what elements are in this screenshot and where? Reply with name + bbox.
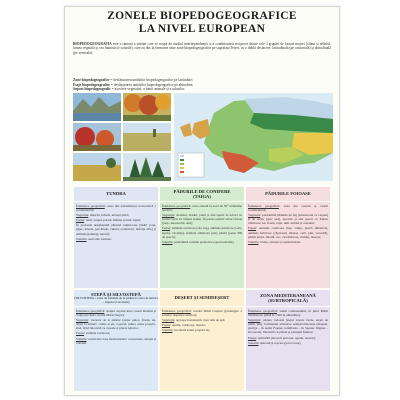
paragraph-text: : renii, vulpea polară, bufnița polară, lupul; [84,218,141,223]
definition-label: Zone biopedogeografice [73,78,110,82]
photo-conifer-forest [123,153,171,181]
zone-paragraph [76,213,156,217]
zone-paragraph [76,204,156,212]
paragraph-text: : sunt slab formate. [86,236,112,241]
zone-column-desert [160,307,244,391]
paragraph-label: Fauna [248,226,257,231]
paragraph-text: : maronii și roșcate (terra rossa). [258,340,302,345]
zone-paragraph [248,318,328,334]
paragraph-label: Întinderea geografică [248,309,277,313]
definition-text: = desfășurarea unităților biopedogeografice pe latitudine; [109,78,193,82]
paragraph-label: Solurile [248,239,259,244]
zone-paragraph [76,337,156,345]
zone-paragraph [162,328,242,332]
paragraph-text: : spațiul cuprins între cursul Dunării și Volga (inclusiv nordul Mării Negre); [76,309,156,318]
paragraph-label: Solurile [76,236,87,241]
paragraph-label: Fauna [162,226,171,231]
paragraph-label: Vegetația [162,213,175,218]
photo-autumn-forest [123,93,171,121]
zone-paragraph [162,309,242,317]
definition-label: Etaje biopedogeografice [73,82,111,87]
zone-paragraph [162,204,242,212]
europe-zones-map [174,93,333,181]
definitions-list [73,78,273,92]
title-line-1: ZONELE BIOPEDOGEOGRAFICE [107,10,297,22]
zone-paragraph [76,218,156,222]
definition-text: = desfășurarea unităților biopedogeografice pe altitudine; [110,82,194,87]
paragraph-label: Vegetația [76,213,89,218]
paragraph-text: : animale rozătoare; [84,331,111,336]
definition-text: = asociere vegetației, a lumii animale și a solurilor. [110,87,186,92]
paragraph-label: Întinderea geografică [162,309,191,313]
zone-paragraph [162,213,242,225]
zone-column-deciduous [246,202,330,288]
paragraph-label: Solurile [162,328,173,333]
zone-header-desert: DEȘERT ȘI SEMIDEȘERT [160,290,244,306]
zone-paragraph [248,336,328,340]
title-line-2: LA NIVEL EUROPEAN [138,23,266,35]
paragraph-label: Fauna [248,335,257,340]
paragraph-label: Solurile [248,340,259,345]
paragraph-text: : zona situată la nord de 50° latitudine nordică; [162,204,242,213]
zone-paragraph [76,309,156,317]
landscape-photos [73,93,171,180]
zone-column-mediterranean [246,307,330,391]
poster [64,6,340,396]
paragraph-text: : predomină solurile podzolice (spodosolurile). [172,239,235,244]
paragraph-label: Vegetația [162,318,175,323]
zone-paragraph [76,223,156,235]
paragraph-label: Solurile [162,239,173,244]
zone-header-deciduous: PĂDURILE FOIOASE [246,187,330,201]
zone-paragraph [248,226,328,238]
zone-column-taiga [160,202,244,288]
paragraph-label: Fauna [76,331,85,336]
zone-columns-top [73,202,331,288]
zone-paragraph [162,318,242,322]
intro-term: BIOPEDOGEOGRAFIA [73,42,112,46]
zone-paragraph [248,213,328,225]
photo-grassland [73,153,121,181]
zone-headers-top [73,187,331,201]
paragraph-label: Solurile [76,336,87,341]
photo-mountain-lake [73,93,121,121]
zone-paragraph [76,318,156,330]
zone-column-steppe [74,307,158,391]
zone-paragraph [76,331,156,335]
paragraph-label: Fauna [76,218,85,223]
photo-red-trees [73,123,121,151]
paragraph-label: Vegetația [248,318,261,323]
zone-paragraph [162,226,242,238]
zone-paragraph [248,309,328,317]
paragraph-text: : soluri din clasa molisolurilor: cernoziom, cenușii și castanii. [76,336,156,345]
definition-suport [73,87,273,92]
paragraph-label: Vegetația [76,318,89,323]
paragraph-text: : pădure rodoasă (stejar veșnic verde, stejar de plută, pin), formațiuni arbustive semperviriscente (maquis, garriga – în sudul Franței, tomillares – în Spania, frigana – în Grecia), înlocuită cu plante și plantații frutiere; [248,318,328,335]
photo-steppe-field [123,123,171,151]
zone-paragraph [248,341,328,345]
zone-columns-bottom [73,307,331,391]
paragraph-label: Întinderea geografică [162,204,191,208]
zone-header-taiga: PĂDURILE DE CONIFERE (TAIGA) [160,187,244,201]
intro-paragraph [73,42,331,55]
zone-headers-bottom [73,290,331,306]
paragraph-label: Fauna [162,323,171,328]
paragraph-label: Vegetația [248,213,261,218]
zone-paragraph [248,204,328,212]
zone-header-steppe: STEPĂ ȘI SILVOSTEPĂ (SILVOSTEPA = zona de tranziție de la pădure la zona de ierburi – stepele și savanele) [74,290,158,306]
zone-paragraph [162,323,242,327]
zone-paragraph [76,237,156,241]
definition-label: Suport biopedogeografic [73,87,111,92]
paragraph-text: : nordul Mării Caspice (prelungire a zonelor deșertice asiatice); [162,309,242,318]
paragraph-text: : brune, cenușii și argiloiluviale. [258,239,301,244]
paragraph-text: : termofilă (broască țestoasă, reptile, insecte); [256,335,317,340]
intro-text: este o ramură a științei care se ocupă de studiul interdependenței și a condiționării reciproce dintre cele 3 grupări de factori majori (clima și relieful, lumea vegetală și cea faunistică; solurile), care au dus la formarea unor zone biopedogeografice pe suprafața Terrei, cu o dublă desfacere: latitudinală (pe orizontală) și altitudinală (pe verticală). [73,42,331,55]
paragraph-text: În perioada dezghețului pătrund numeroase păsări (rațe, gâște, lebede, pescărușii, vulturi, potârnichi, bufnițe albe) și animale (lemingi, iepuri); [76,223,156,236]
paragraph-label: Întinderea geografică [248,204,279,208]
paragraph-text: : zona din extremitatea nord-estică a continentului; [76,204,157,213]
paragraph-text: : predomină pădurile de fag (amestecate cu carpen) și de stejar (spre sud), precum și alte specii cu frunze căzătoare: tei, frasin, arțar, ulm, artinul și castanul; [248,213,328,226]
paragraph-label: Întinderea geografică [76,309,105,313]
paragraph-label: Întinderea geografică [76,204,105,208]
zone-header-tundra: TUNDRA [74,187,158,201]
paragraph-text: : zona din centrul și vestul continentului; [248,204,328,213]
zone-column-tundra [74,202,158,288]
paragraph-text: : molidul, bradul, pinul și alte specii de arbori cu frunze verzi tot timpul anului. În partea sudică: arbori foioși (plop, mesteacăn, arin); [162,213,242,226]
page-title [65,10,339,36]
paragraph-text: : nu există soluri propriu zis. [172,328,211,333]
paragraph-text: : animale carnivore (râs, lup), animale ierbivore (cerb, iepure, veverița), animale omnivore (urs), păsări (peste 300 de specii); [162,226,242,239]
paragraph-text: : mușchi, licheni, arbuști pitici; [88,213,130,218]
paragraph-text: : animale carnivore (lup, vulpe, pisică sălbatică), animale ierbivore (căprioară, mistreț, cerb, jder, veveriță), păsări (sturz, mierlă, cuc, ciocănitoare, ciuhin), insecte; [248,226,328,239]
paragraph-text: : sudul continentului, în jurul Mării Mediterane (până la ~500 m altitudine); [248,309,328,318]
paragraph-text: : reptile, rozătoare, insecte; [170,323,206,328]
zone-header-mediterranean: ZONA MEDITERANEANĂ (SUBTROPICALĂ) [246,290,330,306]
paragraph-text: : trecerea de la pădure (stejar pufos, frasin, tei, arțar) la ierburi: colilie și pir, rogozul, țelina, stepa propriu-zisă, fiind înlocuită cu cereale și plante tehnice; [76,318,156,331]
zone-paragraph [248,240,328,244]
zone-paragraph [162,240,242,244]
paragraph-text: : aproape inexistentă, doar tufe de apă; [174,318,226,323]
